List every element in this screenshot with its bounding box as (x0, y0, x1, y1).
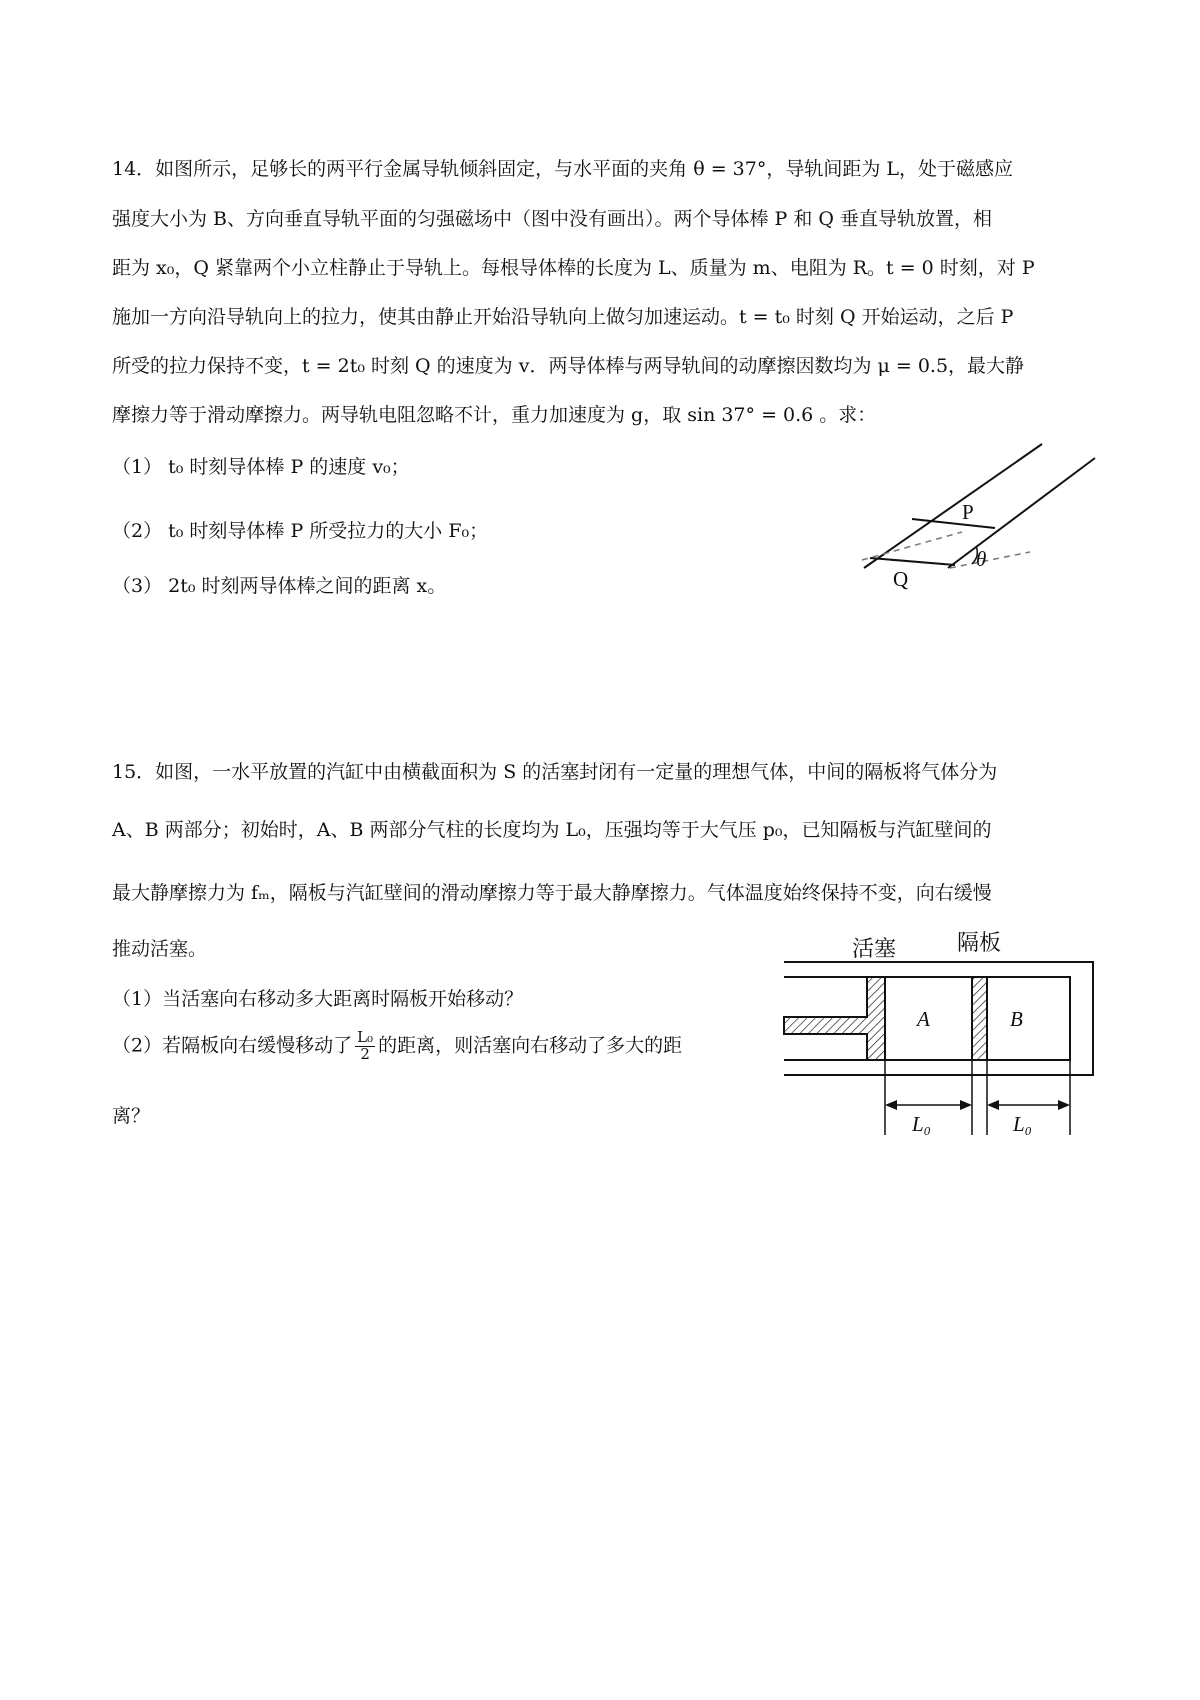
label-gas-a: A (917, 1007, 930, 1031)
cylinder-outer-wall (784, 962, 1093, 1075)
rod-q (870, 558, 955, 565)
label-gas-b: B (1010, 1007, 1023, 1031)
q14-sub-question-1: （1） t₀ 时刻导体棒 P 的速度 v₀； (112, 456, 410, 478)
label-l0-left: L₀ (912, 1112, 931, 1136)
label-p: P (962, 500, 974, 524)
rod-p (912, 519, 995, 528)
rail-left (864, 444, 1042, 568)
q15-line-4: 推动活塞。 (112, 938, 208, 960)
q15-line-3: 最大静摩擦力为 fₘ，隔板与汽缸壁间的滑动摩擦力等于最大静摩擦力。气体温度始终保持不变，向右缓慢 (112, 882, 992, 904)
q14-line-5: 所受的拉力保持不变，t = 2t₀ 时刻 Q 的速度为 v．两导体棒与两导轨间的动摩擦因数均为 μ = 0.5，最大静 (112, 355, 1025, 377)
q14-line-6: 摩擦力等于滑动摩擦力。两导轨电阻忽略不计，重力加速度为 g，取 sin 37° = 0.6 。求： (112, 404, 877, 426)
q15-sub-question-2-tail: 离？ (112, 1105, 151, 1127)
q14-sub-question-3: （3） 2t₀ 时刻两导体棒之间的距离 x。 (112, 575, 447, 597)
horizontal-ref-left (862, 532, 962, 560)
q15-line-1: 15．如图，一水平放置的汽缸中由横截面积为 S 的活塞封闭有一定量的理想气体，中间的隔板将气体分为 (112, 761, 998, 783)
fraction-denominator: 2 (360, 1044, 370, 1063)
q14-line-1: 14．如图所示，足够长的两平行金属导轨倾斜固定，与水平面的夹角 θ = 37°，导轨间距为 L，处于磁感应 (112, 158, 1013, 180)
partition (972, 977, 987, 1060)
q14-sub-question-2: （2） t₀ 时刻导体棒 P 所受拉力的大小 F₀； (112, 520, 489, 542)
q15-line-2: A、B 两部分；初始时，A、B 两部分气柱的长度均为 L₀，压强均等于大气压 p₀，已知隔板与汽缸壁间的 (112, 819, 992, 841)
q15-sub2-suffix: 的距离，则活塞向右移动了多大的距 (378, 1034, 683, 1057)
q14-line-3: 距为 x₀，Q 紧靠两个小立柱静止于导轨上。每根导体棒的长度为 L、质量为 m、电阻为 R。t = 0 时刻，对 P (112, 257, 1035, 279)
fraction-l0-over-2 (355, 1030, 375, 1063)
label-theta: θ (976, 547, 987, 571)
label-piston: 活塞 (852, 937, 897, 962)
q15-sub-question-1: （1）当活塞向右移动多大距离时隔板开始移动？ (112, 988, 524, 1010)
q15-sub2-prefix: （2）若隔板向右缓慢移动了 (112, 1034, 353, 1057)
label-q: Q (893, 567, 909, 591)
piston (784, 977, 885, 1060)
q14-line-4: 施加一方向沿导轨向上的拉力，使其由静止开始沿导轨向上做匀加速运动。t = t₀ 时刻 Q 开始运动，之后 P (112, 306, 1014, 328)
horizontal-ref-right (950, 552, 1030, 568)
fraction-numerator: L₀ (357, 1028, 374, 1046)
q15-sub-question-2 (112, 1030, 682, 1063)
label-partition: 隔板 (957, 931, 1002, 956)
q14-line-2: 强度大小为 B、方向垂直导轨平面的匀强磁场中（图中没有画出）。两个导体棒 P 和 Q 垂直导轨放置，相 (112, 208, 993, 230)
label-l0-right: L₀ (1013, 1112, 1032, 1136)
